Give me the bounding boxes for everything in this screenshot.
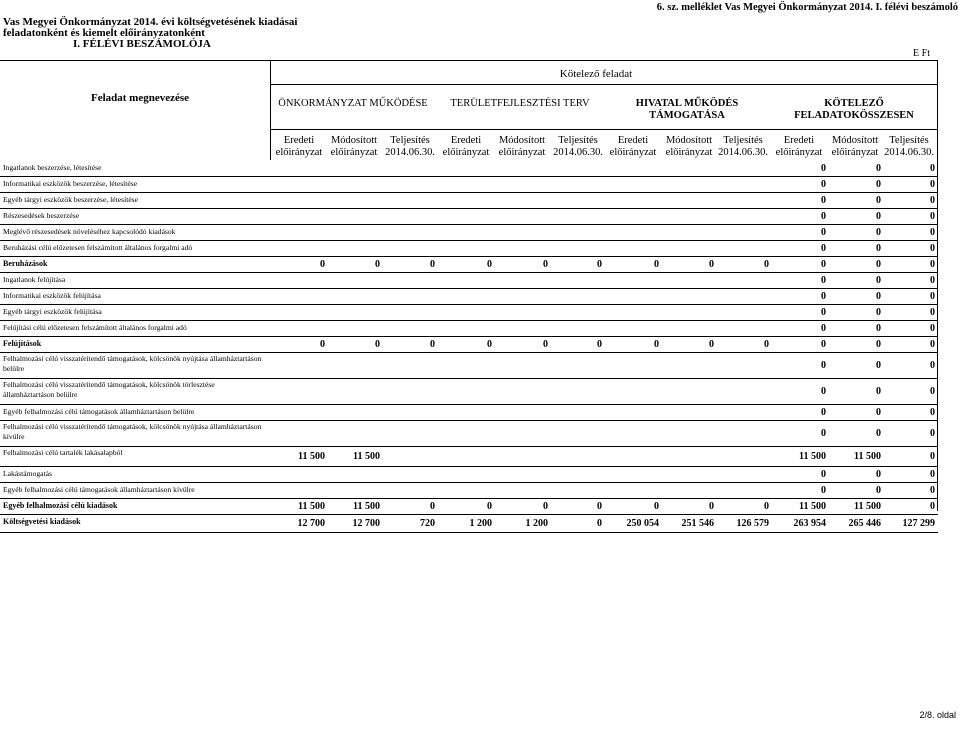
value-cell: 0 [709, 259, 714, 270]
column-header [550, 135, 606, 158]
value-cell: 0 [930, 339, 935, 350]
value-cell: 0 [764, 501, 769, 512]
column-header-line: Módosított [330, 135, 378, 146]
column-header [771, 135, 827, 158]
column-header [271, 135, 327, 158]
column-header-line: Módosított [831, 135, 879, 146]
value-cell: 0 [821, 275, 826, 286]
value-cell: 11 500 [298, 501, 325, 512]
value-cell: 0 [821, 323, 826, 334]
value-cell: 0 [930, 407, 935, 418]
group-header-line: ÖNKORMÁNYZAT MŰKÖDÉSE [278, 98, 428, 109]
row-label: Költségvetési kiadások [3, 517, 81, 526]
table-top-border [0, 60, 938, 61]
column-header-line: Eredeti [450, 135, 482, 146]
row-label: Felhalmozási célú tartalék lakásalapból [3, 448, 123, 457]
value-cell: 0 [430, 501, 435, 512]
value-cell: 0 [654, 501, 659, 512]
value-cell: 0 [876, 227, 881, 238]
value-cell: 0 [930, 259, 935, 270]
value-cell: 0 [876, 469, 881, 480]
column-header-line: előirányzat [831, 146, 879, 158]
value-cell: 0 [876, 275, 881, 286]
value-cell: 0 [876, 386, 881, 397]
value-cell: 0 [543, 259, 548, 270]
value-cell: 0 [876, 163, 881, 174]
value-cell: 0 [597, 501, 602, 512]
value-cell: 0 [930, 360, 935, 371]
table-row [0, 353, 938, 379]
value-cell: 11 500 [298, 451, 325, 462]
row-label: Ingatlanok felújítása [3, 275, 66, 284]
column-header [326, 135, 382, 158]
column-header [494, 135, 550, 158]
value-cell: 720 [420, 518, 435, 529]
column-header-line: Eredeti [783, 135, 815, 146]
value-cell: 0 [821, 243, 826, 254]
value-cell: 11 500 [854, 501, 881, 512]
annex-note: 6. sz. melléklet Vas Megyei Önkormányzat 2014. I. félévi beszámoló [656, 2, 958, 13]
value-cell: 0 [821, 485, 826, 496]
value-cell: 0 [821, 469, 826, 480]
table-row [0, 337, 938, 353]
table-row [0, 483, 938, 499]
value-cell: 0 [821, 179, 826, 190]
value-cell: 1 200 [525, 518, 548, 529]
value-cell: 0 [876, 195, 881, 206]
table-row [0, 209, 938, 225]
feladat-header: Feladat megnevezése [90, 92, 190, 104]
row-label: Felhalmozási célú visszatérítendő támogatások, kölcsönök törlesztése államháztartáson belülre [3, 380, 215, 399]
table-row [0, 289, 938, 305]
value-cell: 0 [876, 179, 881, 190]
table-row [0, 257, 938, 273]
row-label: Beruházási célú előzetesen felszámított általános forgalmi adó [3, 243, 193, 252]
row-label: Beruházások [3, 259, 48, 268]
value-cell: 11 500 [854, 451, 881, 462]
row-label: Felújítások [3, 339, 42, 348]
value-cell: 0 [597, 339, 602, 350]
column-header-line: Módosított [498, 135, 546, 146]
column-header [881, 135, 937, 158]
column-header [661, 135, 717, 158]
value-cell: 0 [930, 469, 935, 480]
value-cell: 0 [821, 163, 826, 174]
value-cell: 251 546 [681, 518, 714, 529]
kotelezo-divider [270, 84, 938, 85]
value-cell: 0 [876, 307, 881, 318]
table-row [0, 193, 938, 209]
value-cell: 0 [930, 485, 935, 496]
value-cell: 0 [930, 179, 935, 190]
value-cell: 12 700 [297, 518, 325, 529]
value-cell: 0 [876, 259, 881, 270]
column-header-line: előirányzat [609, 146, 657, 158]
value-cell: 0 [764, 259, 769, 270]
value-cell: 0 [930, 243, 935, 254]
value-cell: 0 [375, 259, 380, 270]
value-cell: 0 [930, 211, 935, 222]
value-cell: 0 [764, 339, 769, 350]
document-title [3, 17, 297, 50]
value-cell: 0 [654, 339, 659, 350]
value-cell: 0 [487, 339, 492, 350]
column-header-line: Eredeti [617, 135, 649, 146]
value-cell: 0 [597, 518, 602, 529]
value-cell: 0 [821, 211, 826, 222]
value-cell: 0 [320, 259, 325, 270]
value-cell: 0 [876, 323, 881, 334]
value-cell: 0 [430, 339, 435, 350]
column-header-line: Teljesítés [723, 135, 763, 146]
value-cell: 0 [930, 451, 935, 462]
value-cell: 0 [821, 407, 826, 418]
row-label: Egyéb felhalmozási célú támogatások államháztartáson belülre [3, 407, 195, 416]
column-header [605, 135, 661, 158]
table-row [0, 321, 938, 337]
column-header-line: 2014.06.30. [718, 146, 768, 158]
column-header-line: előirányzat [442, 146, 490, 158]
group-header-line: HIVATAL MŰKÖDÉS [635, 98, 739, 109]
column-header-line: Teljesítés [889, 135, 929, 146]
column-header-line: Teljesítés [390, 135, 430, 146]
row-label: Egyéb tárgyi eszközök beszerzése, létesítése [3, 195, 139, 204]
value-cell: 0 [930, 323, 935, 334]
value-cell: 126 579 [736, 518, 769, 529]
value-cell: 0 [876, 291, 881, 302]
value-cell: 0 [654, 259, 659, 270]
value-cell: 0 [597, 259, 602, 270]
column-header-line: előirányzat [498, 146, 546, 158]
column-header-line: 2014.06.30. [884, 146, 934, 158]
table-row [0, 467, 938, 483]
value-cell: 11 500 [353, 501, 380, 512]
column-header-line: Teljesítés [558, 135, 598, 146]
column-header-line: előirányzat [665, 146, 713, 158]
value-cell: 12 700 [352, 518, 380, 529]
column-header-line: Eredeti [283, 135, 315, 146]
value-cell: 0 [876, 485, 881, 496]
column-header-line: előirányzat [775, 146, 823, 158]
table-row [0, 177, 938, 193]
value-cell: 0 [930, 275, 935, 286]
value-cell: 0 [876, 360, 881, 371]
row-label: Felújítási célú előzetesen felszámított általános forgalmi adó [3, 323, 187, 332]
table-row [0, 273, 938, 289]
value-cell: 0 [821, 291, 826, 302]
value-cell: 0 [320, 339, 325, 350]
value-cell: 0 [876, 407, 881, 418]
value-cell: 0 [876, 428, 881, 439]
value-cell: 0 [930, 386, 935, 397]
column-header [827, 135, 883, 158]
row-label: Informatikai eszközök beszerzése, létesítése [3, 179, 138, 188]
value-cell: 265 446 [848, 518, 881, 529]
row-label: Felhalmozási célú visszatérítendő támogatások, kölcsönök nyújtása államháztartáson kívülre [3, 422, 262, 441]
table-row [0, 421, 938, 447]
value-cell: 11 500 [353, 451, 380, 462]
value-cell: 0 [876, 339, 881, 350]
value-cell: 0 [930, 195, 935, 206]
table-row [0, 241, 938, 257]
value-cell: 0 [375, 339, 380, 350]
value-cell: 0 [430, 259, 435, 270]
table-row [0, 225, 938, 241]
group-header-line: TERÜLETFEJLESZTÉSI TERV [450, 98, 590, 109]
column-header-line: előirányzat [330, 146, 378, 158]
page-number: 2/8. oldal [919, 710, 956, 720]
row-label: Egyéb felhalmozási célú támogatások államháztartáson kívülre [3, 485, 195, 494]
unit-label: E Ft [913, 48, 930, 59]
value-cell: 11 500 [799, 451, 826, 462]
value-cell: 0 [709, 501, 714, 512]
row-label: Felhalmozási célú visszatérítendő támogatások, kölcsönök nyújtása államháztartáson belülre [3, 354, 262, 373]
value-cell: 0 [930, 307, 935, 318]
title-line-1: Vas Megyei Önkormányzat 2014. évi költségvetésének kiadásai [3, 16, 298, 28]
value-cell: 0 [543, 339, 548, 350]
table-row [0, 499, 938, 515]
row-label: Lakástámogatás [3, 469, 52, 478]
value-cell: 0 [930, 501, 935, 512]
value-cell: 127 299 [902, 518, 935, 529]
row-label: Egyéb tárgyi eszközök felújítása [3, 307, 102, 316]
value-cell: 0 [821, 307, 826, 318]
value-cell: 0 [930, 227, 935, 238]
row-label: Meglévő részesedések növeléséhez kapcsolódó kiadások [3, 227, 176, 236]
table-row [0, 379, 938, 405]
value-cell: 0 [709, 339, 714, 350]
value-cell: 0 [821, 339, 826, 350]
value-cell: 250 054 [626, 518, 659, 529]
group-divider [270, 129, 938, 130]
row-label: Egyéb felhalmozási célú kiadások [3, 501, 118, 510]
value-cell: 0 [876, 243, 881, 254]
column-header-line: előirányzat [275, 146, 323, 158]
table-row [0, 515, 938, 533]
column-header [715, 135, 771, 158]
value-cell: 0 [821, 386, 826, 397]
row-label: Ingatlanok beszerzése, létesítése [3, 163, 102, 172]
table-row [0, 447, 938, 467]
table-row [0, 305, 938, 321]
value-cell: 0 [487, 259, 492, 270]
column-header-line: 2014.06.30. [385, 146, 435, 158]
value-cell: 0 [821, 259, 826, 270]
column-header [382, 135, 438, 158]
value-cell: 0 [930, 428, 935, 439]
table-row [0, 161, 938, 177]
value-cell: 0 [930, 163, 935, 174]
group-header-line: TÁMOGATÁSA [649, 110, 725, 121]
group-header-kotelezo-osszesen [771, 98, 937, 122]
group-header-line: KÖTELEZŐ [824, 98, 884, 109]
row-label: Részesedések beszerzése [3, 211, 80, 220]
group-header-line: FELADATOKÖSSZESEN [794, 110, 914, 121]
data-table-body [0, 161, 938, 533]
value-cell: 263 954 [793, 518, 826, 529]
value-cell: 1 200 [469, 518, 492, 529]
row-label: Informatikai eszközök felújítása [3, 291, 101, 300]
column-header [438, 135, 494, 158]
title-line-2: feladatonként és kiemelt előirányzatonként [3, 27, 205, 39]
column-header-line: Módosított [665, 135, 713, 146]
value-cell: 0 [930, 291, 935, 302]
group-header-hivatal [604, 98, 770, 122]
title-line-3: I. FÉLÉVI BESZÁMOLÓJA [73, 38, 211, 50]
value-cell: 0 [821, 428, 826, 439]
value-cell: 0 [876, 211, 881, 222]
value-cell: 11 500 [799, 501, 826, 512]
table-row [0, 405, 938, 421]
value-cell: 0 [543, 501, 548, 512]
kotelezo-header: Kötelező feladat [559, 68, 633, 80]
value-cell: 0 [487, 501, 492, 512]
group-header-teruletfejlesztesi [437, 98, 603, 110]
value-cell: 0 [821, 360, 826, 371]
value-cell: 0 [821, 227, 826, 238]
value-cell: 0 [821, 195, 826, 206]
column-header-line: 2014.06.30. [553, 146, 603, 158]
group-header-onkormanyzat [270, 98, 436, 110]
